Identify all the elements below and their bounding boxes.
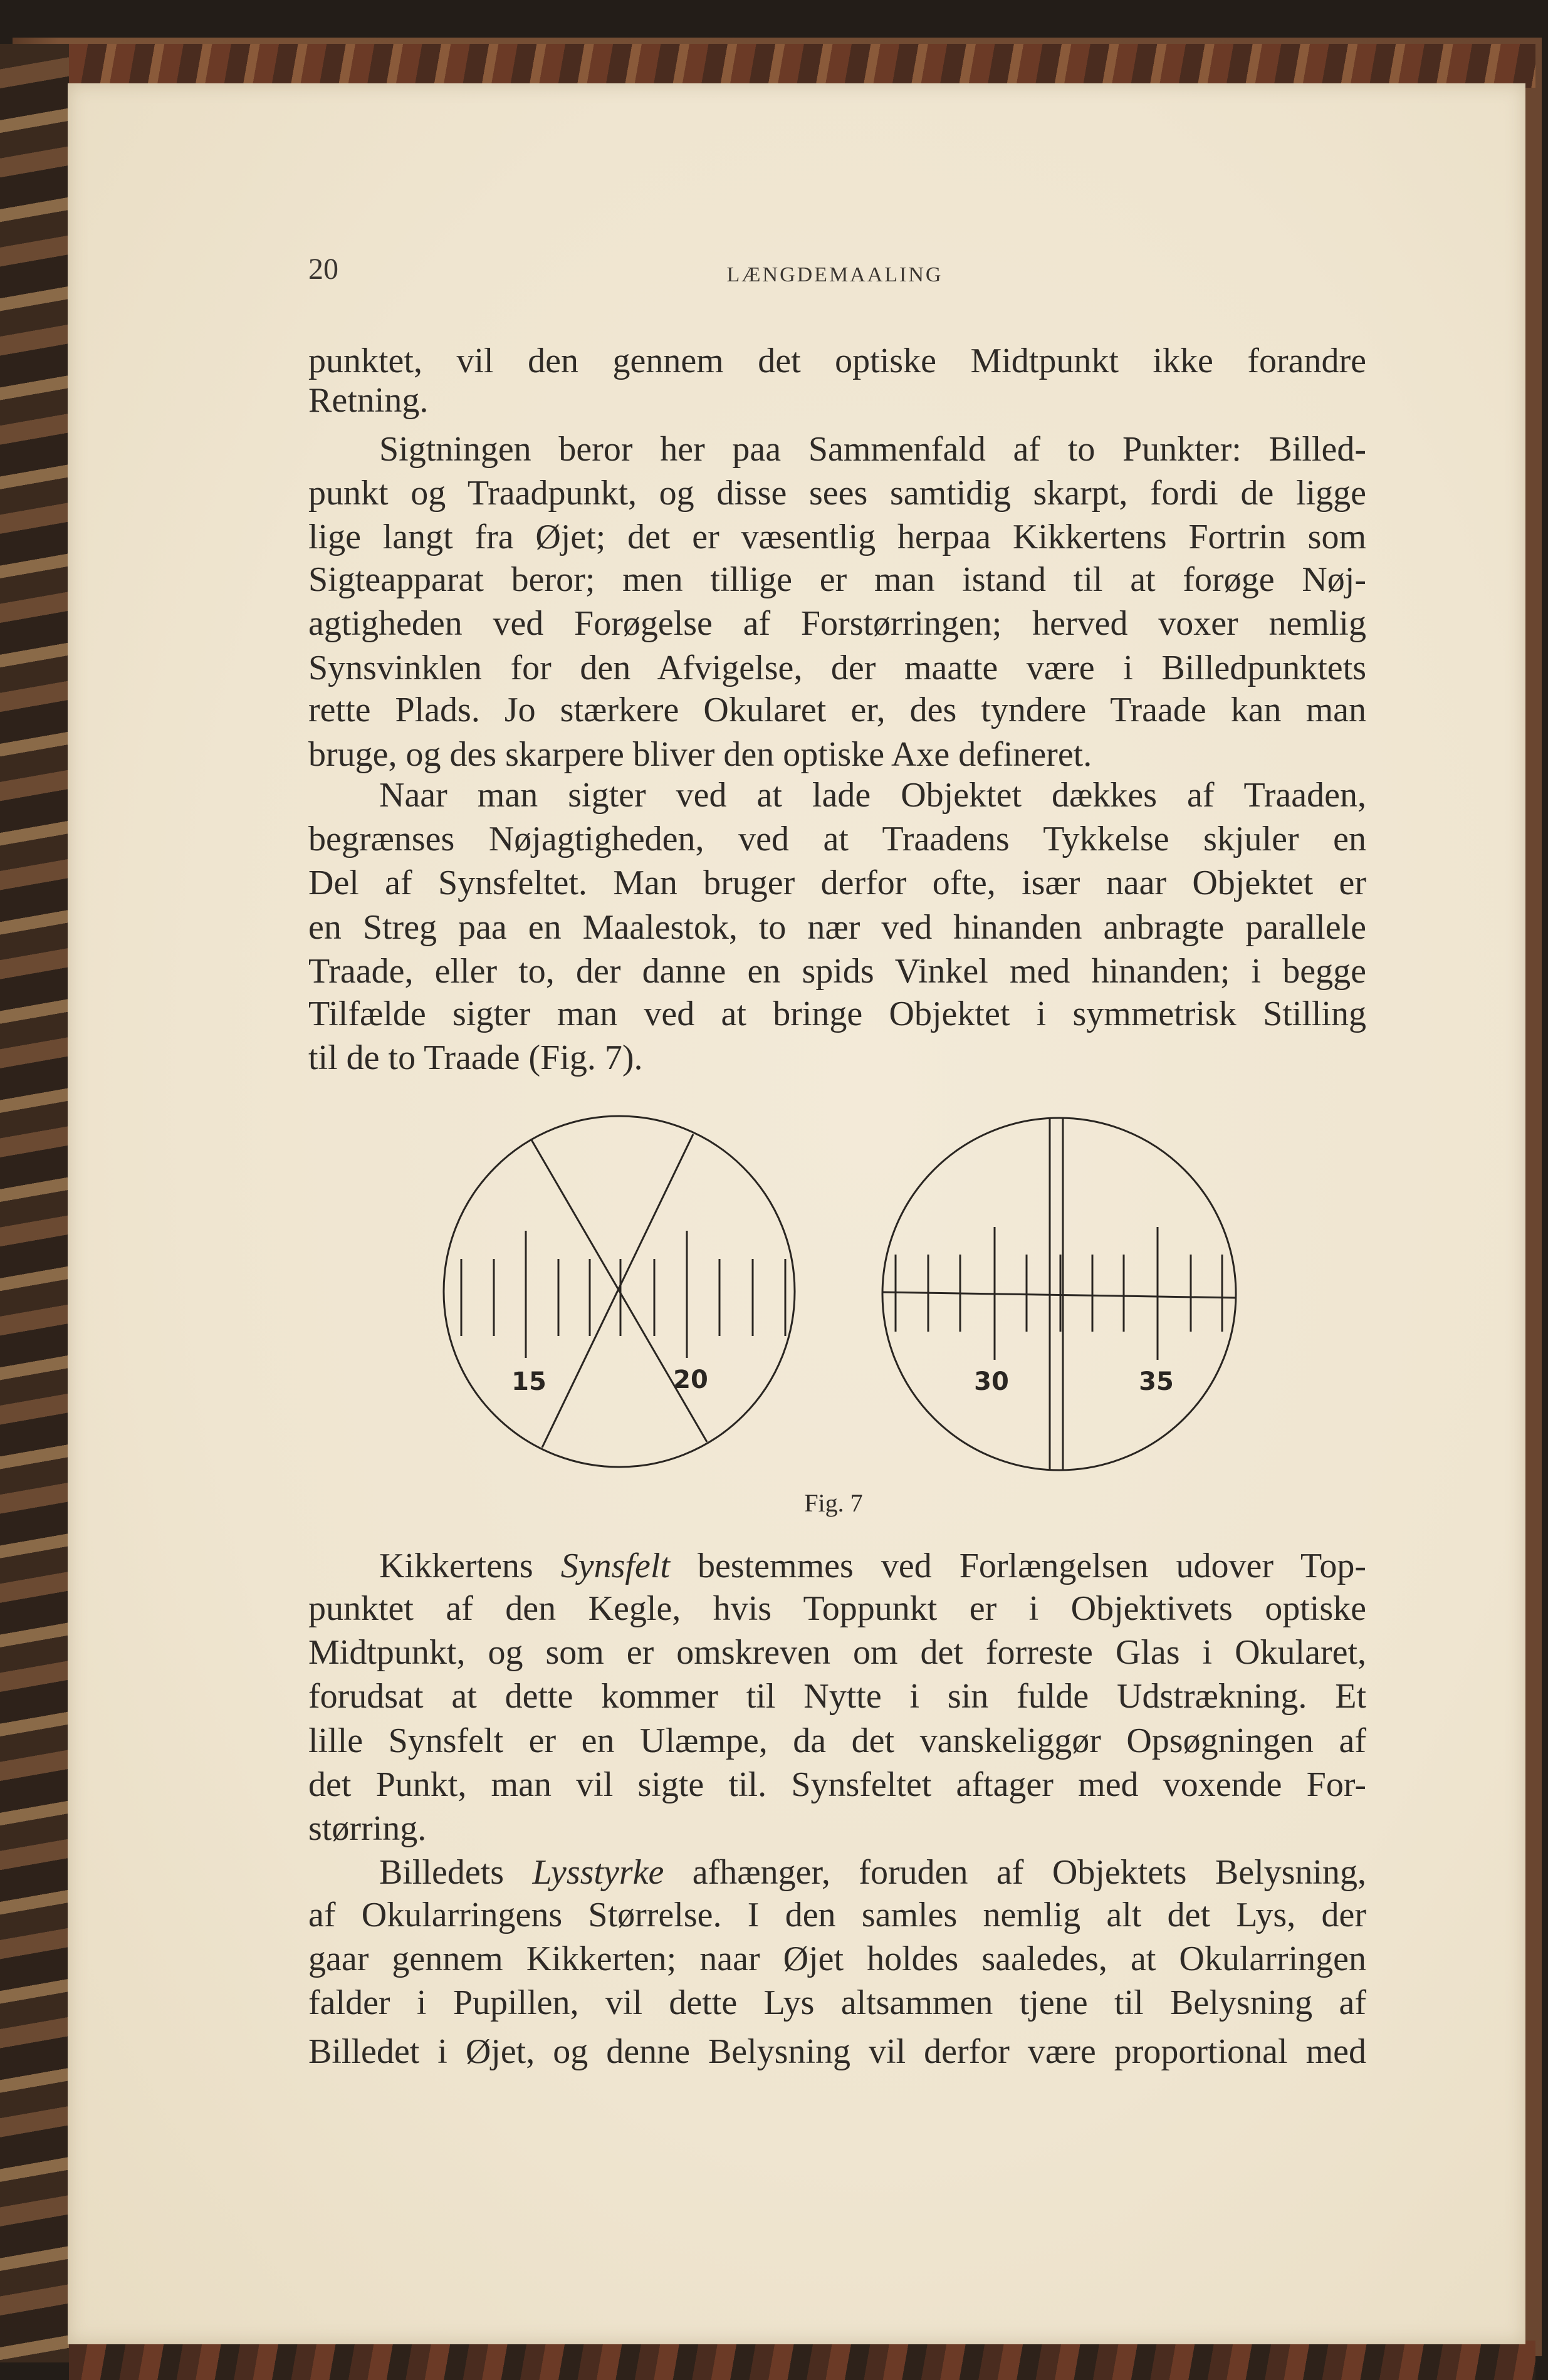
- text-line: Naar man sigter ved at lade Objektet dækkes af Traaden,: [379, 776, 1366, 815]
- italic-term: Synsfelt: [560, 1547, 670, 1585]
- text-line: Midtpunkt, og som er omskreven om det forreste Glas i Okularet,: [308, 1633, 1366, 1672]
- text-line: Billedet i Øjet, og denne Belysning vil derfor være proportional med: [308, 2032, 1366, 2071]
- text-line: lille Synsfelt er en Ulæmpe, da det vanskeliggør Opsøgningen af: [308, 1721, 1366, 1760]
- crossed-thread: [542, 1134, 693, 1448]
- text-line: begrænses Nøjagtigheden, ved at Traadens Tykkelse skjuler en: [308, 820, 1366, 859]
- text-line: gaar gennem Kikkerten; naar Øjet holdes saaledes, at Okularringen: [308, 1939, 1366, 1978]
- text-line: falder i Pupillen, vil dette Lys altsammen tjene til Belysning af: [308, 1983, 1366, 2022]
- scale-label: 20: [673, 1365, 708, 1394]
- running-title: LÆNGDEMAALING: [726, 263, 943, 286]
- text-line: bruge, og des skarpere bliver den optiske Axe defineret.: [308, 735, 1092, 774]
- text-line: en Streg paa en Maalestok, to nær ved hinanden anbragte parallele: [308, 908, 1366, 947]
- text-line: lige langt fra Øjet; det er væsentlig herpaa Kikkertens Fortrin som: [308, 518, 1366, 556]
- text-line: Retning.: [308, 381, 429, 420]
- page-number: 20: [308, 253, 338, 286]
- text-line: Billedets Lysstyrke afhænger, foruden af Objektets Belysning,: [379, 1853, 1366, 1892]
- text-line: rette Plads. Jo stærkere Okularet er, des tyndere Traade kan man: [308, 691, 1366, 729]
- figure-caption: Fig. 7: [804, 1489, 863, 1517]
- text-line: punktet af den Kegle, hvis Toppunkt er i Objektivets optiske: [308, 1589, 1366, 1628]
- text-line: agtigheden ved Forøgelse af Forstørringen; herved voxer nemlig: [308, 604, 1366, 643]
- text-line: Kikkertens Synsfelt bestemmes ved Forlængelsen udover Top-: [379, 1547, 1366, 1585]
- text-line: Sigtningen beror her paa Sammenfald af to Punkter: Billed-: [379, 430, 1366, 469]
- text-line: Traade, eller to, der danne en spids Vinkel med hinanden; i begge: [308, 952, 1366, 991]
- text-line: Sigteapparat beror; men tillige er man istand til at forøge Nøj-: [308, 560, 1366, 599]
- text-line: Del af Synsfeltet. Man bruger derfor ofte, især naar Objektet er: [308, 864, 1366, 902]
- horizontal-thread: [882, 1292, 1236, 1298]
- scale-label: 30: [974, 1367, 1009, 1396]
- text-line: til de to Traade (Fig. 7).: [308, 1038, 643, 1077]
- left-reticle: [444, 1116, 795, 1467]
- text-line: af Okularringens Størrelse. I den samles nemlig alt det Lys, der: [308, 1896, 1366, 1934]
- text-line: punkt og Traadpunkt, og disse sees samtidig skarpt, fordi de ligge: [308, 474, 1366, 513]
- text-line: forudsat at dette kommer til Nytte i sin fulde Udstrækning. Et: [308, 1677, 1366, 1716]
- right-reticle: [882, 1118, 1236, 1470]
- italic-term: Lysstyrke: [532, 1853, 664, 1892]
- text-line: det Punkt, man vil sigte til. Synsfeltet aftager med voxende For-: [308, 1765, 1366, 1804]
- scale-label: 15: [511, 1367, 547, 1396]
- text-line: Synsvinklen for den Afvigelse, der maatte være i Billedpunktets: [308, 649, 1366, 687]
- text-line: Tilfælde sigter man ved at bringe Objektet i symmetrisk Stilling: [308, 994, 1366, 1033]
- text-line: størring.: [308, 1809, 427, 1848]
- text-line: punktet, vil den gennem det optiske Midtpunkt ikke forandre: [308, 342, 1366, 380]
- scale-label: 35: [1139, 1367, 1174, 1396]
